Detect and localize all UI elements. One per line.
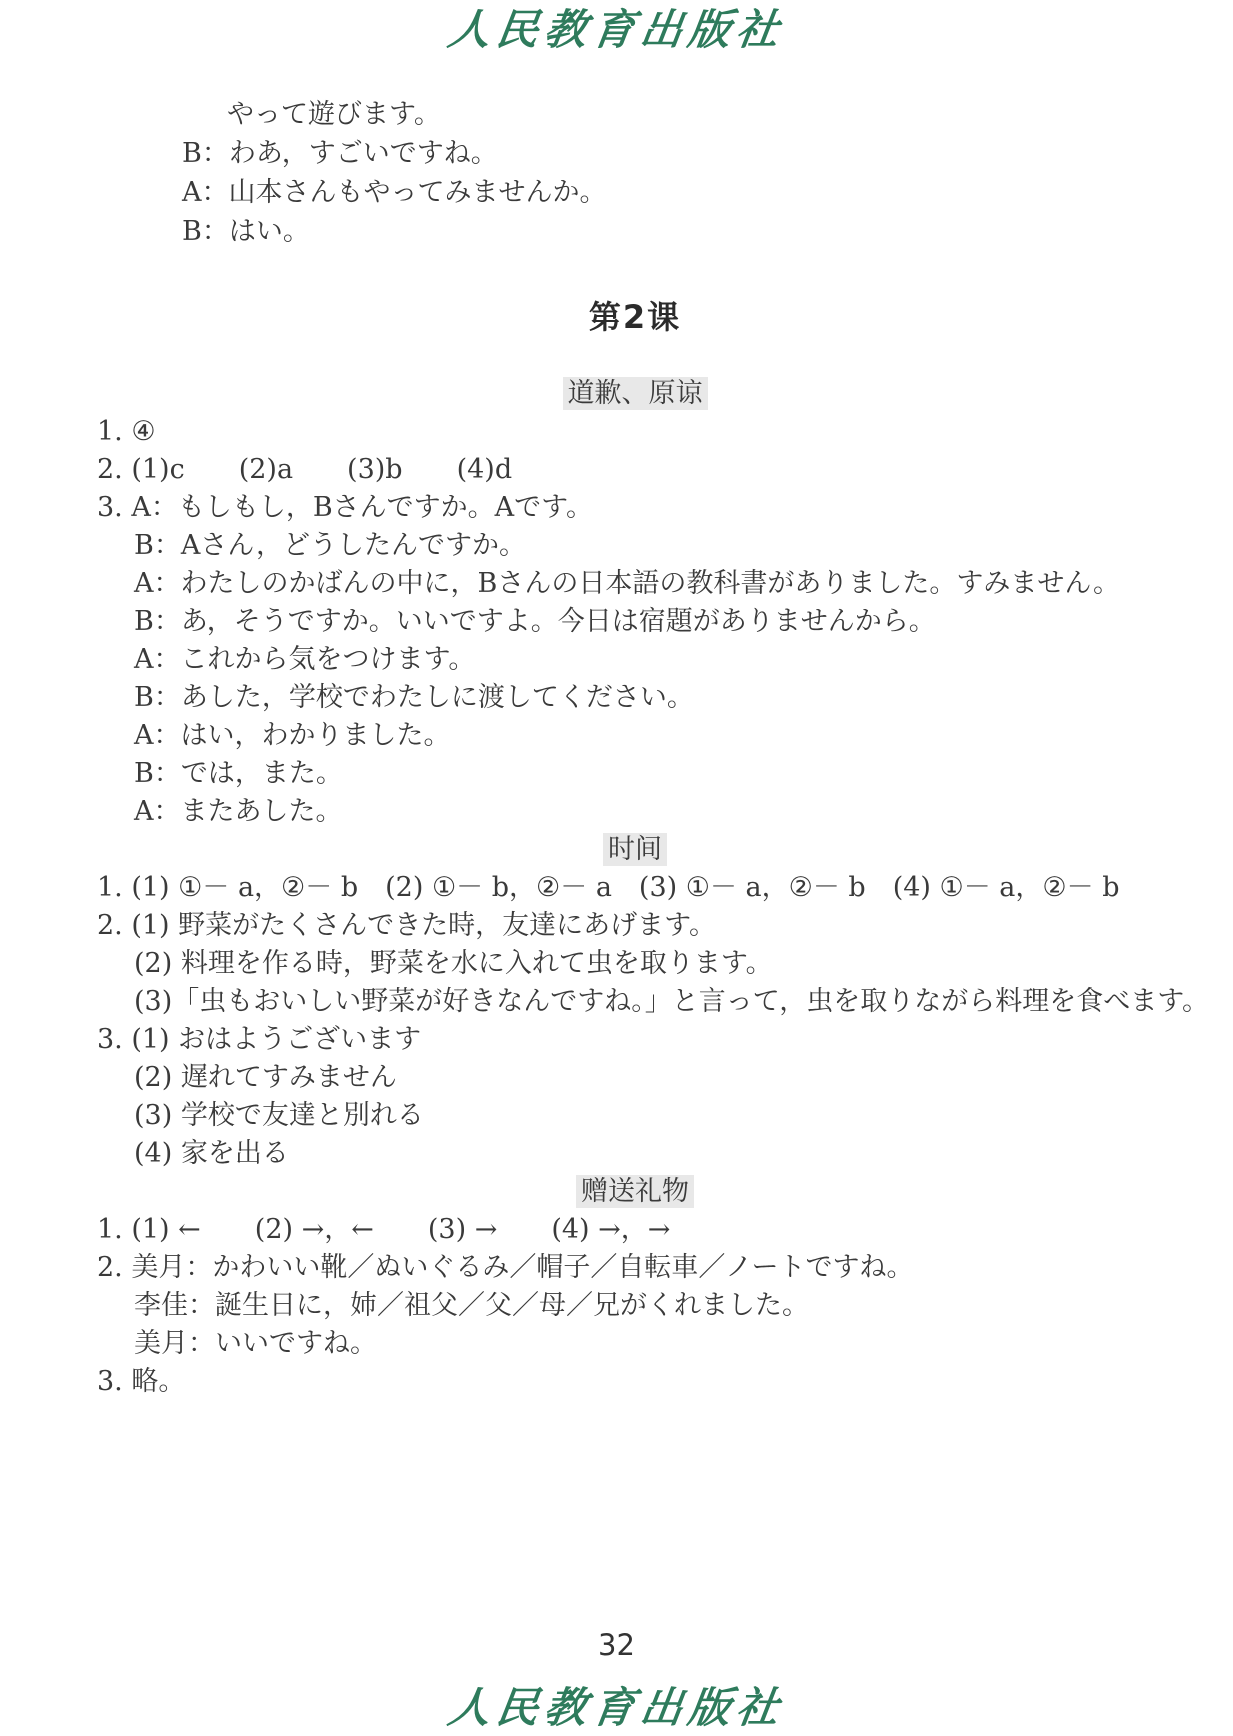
section-heading-text: 时间 [603, 833, 667, 866]
dialogue-line: A：山本さんもやってみませんか。 [182, 177, 607, 208]
publisher-logo-bottom [0, 1684, 1233, 1732]
answer-line: (2) 料理を作る時，野菜を水に入れて虫を取ります。 [134, 948, 773, 979]
answer-line: 3. 略。 [97, 1366, 186, 1397]
dialogue-line: B：はい。 [182, 216, 310, 247]
section-giving-gifts [97, 1173, 1173, 1401]
answer-line: (3)「虫もおいしい野菜が好きなんですね。」と言って，虫を取りながら料理を食べます。 [134, 986, 1210, 1017]
dialogue-line: 美月：いいですね。 [134, 1328, 377, 1359]
section-heading [97, 1173, 1173, 1211]
dialogue-line: B：わあ，すごいですね。 [182, 138, 498, 169]
publisher-logo-text: 人民教育出版社 [445, 5, 789, 54]
publisher-logo-text: 人民教育出版社 [445, 1683, 789, 1732]
previous-lesson-dialogue [97, 95, 1173, 251]
dialogue-line: 2. 美月：かわいい靴／ぬいぐるみ／帽子／自転車／ノートですね。 [97, 1252, 914, 1283]
dialogue-line: B：では，また。 [134, 758, 343, 789]
publisher-logo-top [0, 6, 1233, 54]
page-content [97, 95, 1210, 1401]
answer-line: 3. (1) おはようございます [97, 1024, 422, 1055]
dialogue-line: B：あした，学校でわたしに渡してください。 [134, 682, 694, 713]
dialogue-line: A：わたしのかばんの中に，Bさんの日本語の教科書がありました。すみません。 [134, 568, 1120, 599]
section-apology-forgiveness [97, 375, 1173, 831]
dialogue-line: B：あ，そうですか。いいですよ。今日は宿題がありませんから。 [134, 606, 936, 637]
answer-line: (4) 家を出る [134, 1138, 289, 1169]
answer-line: 3. A：もしもし，Bさんですか。Aです。 [97, 492, 594, 523]
dialogue-line: A：これから気をつけます。 [134, 644, 476, 675]
answer-line: 2. (1)c (2)a (3)b (4)d [97, 454, 513, 485]
page-number: 32 [598, 1628, 635, 1662]
section-heading [97, 375, 1173, 413]
answer-line: 1. ④ [97, 416, 156, 447]
section-heading-text: 赠送礼物 [576, 1175, 694, 1208]
answer-line: 2. (1) 野菜がたくさんできた時，友達にあげます。 [97, 910, 717, 941]
dialogue-line: A：またあした。 [134, 796, 343, 827]
answer-line: (3) 学校で友達と別れる [134, 1100, 424, 1131]
dialogue-continuation-line: やって遊びます。 [227, 99, 441, 130]
answer-line: (2) 遅れてすみません [134, 1062, 397, 1093]
answer-line: 1. (1) ①－ a，②－ b (2) ①－ b，②－ a (3) ①－ a，②－ b (4) ①－ a，②－ b [97, 872, 1120, 903]
section-heading [97, 831, 1173, 869]
dialogue-line: 李佳：誕生日に，姉／祖父／父／母／兄がくれました。 [134, 1290, 809, 1321]
section-time [97, 831, 1210, 1173]
dialogue-line: A：はい，わかりました。 [134, 720, 451, 751]
dialogue-line: B：Aさん，どうしたんですか。 [134, 530, 526, 561]
lesson-title: 第2课 [588, 298, 682, 336]
answer-line: 1. (1) ← (2) →，← (3) → (4) →，→ [97, 1214, 671, 1245]
section-heading-text: 道歉、原谅 [563, 377, 708, 410]
